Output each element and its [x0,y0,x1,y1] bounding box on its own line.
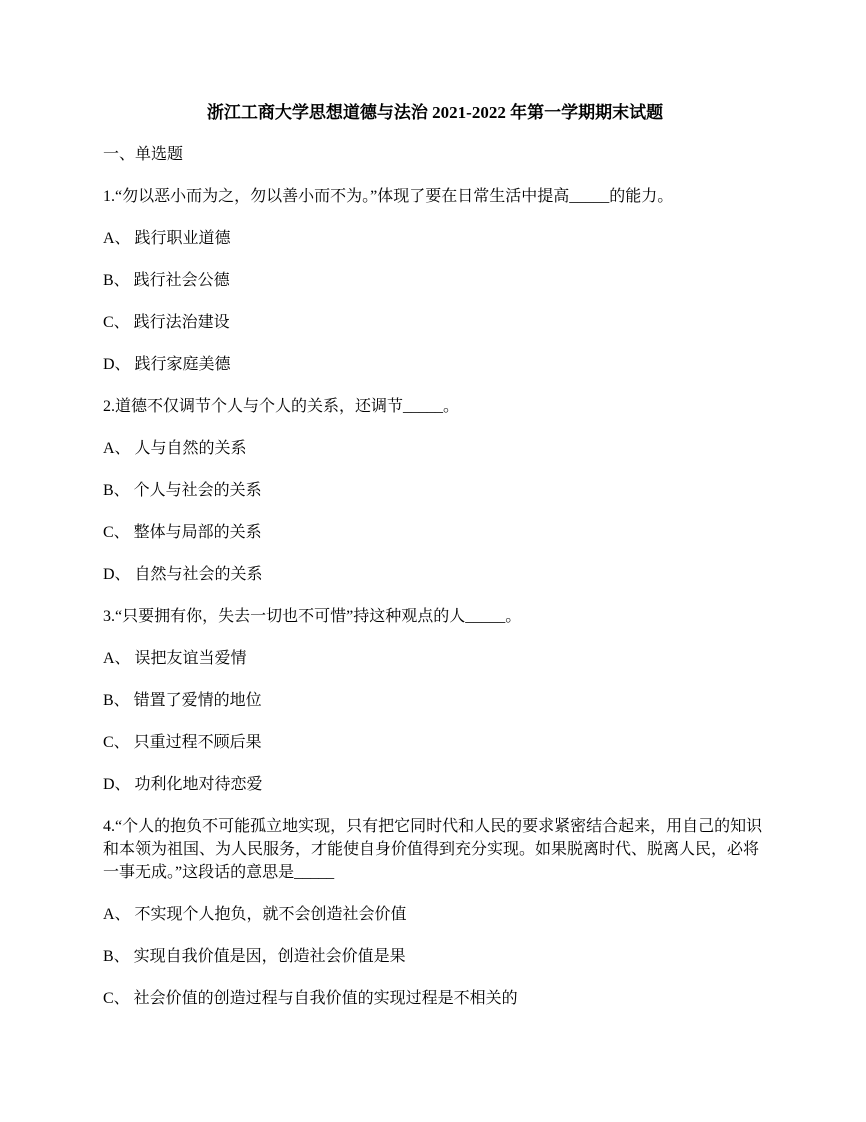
question-stem: 4.“个人的抱负不可能孤立地实现，只有把它同时代和人民的要求紧密结合起来，用自己的知识和本领为祖国、为人民服务，才能使自身价值得到充分实现。如果脱离时代、脱离人民，必将一事无成。”这段话的意思是_____ [103,818,763,881]
option: B、 践行社会公德 [103,272,230,289]
question-stem: 2.道德不仅调节个人与个人的关系，还调节_____。 [103,398,460,415]
option: A、 践行职业道德 [103,230,231,247]
option: B、 实现自我价值是因，创造社会价值是果 [103,948,406,965]
document-page [103,101,767,1029]
option: D、 功利化地对待恋爱 [103,776,263,793]
option: C、 只重过程不顾后果 [103,734,262,751]
option: C、 践行法治建设 [103,314,230,331]
option: D、 践行家庭美德 [103,356,231,373]
option: B、 个人与社会的关系 [103,482,262,499]
option: B、 错置了爱情的地位 [103,692,262,709]
option: D、 自然与社会的关系 [103,566,263,583]
option: A、 不实现个人抱负，就不会创造社会价值 [103,906,407,923]
option: C、 整体与局部的关系 [103,524,262,541]
document-title: 浙江工商大学思想道德与法治 2021-2022 年第一学期期末试题 [206,103,664,122]
section-heading: 一、单选题 [103,146,184,163]
option: C、 社会价值的创造过程与自我价值的实现过程是不相关的 [103,990,518,1007]
option: A、 人与自然的关系 [103,440,247,457]
option: A、 误把友谊当爱情 [103,650,247,667]
question-stem: 1.“勿以恶小而为之，勿以善小而不为。”体现了要在日常生活中提高_____的能力。 [103,188,674,205]
question-stem: 3.“只要拥有你，失去一切也不可惜”持这种观点的人_____。 [103,608,522,625]
